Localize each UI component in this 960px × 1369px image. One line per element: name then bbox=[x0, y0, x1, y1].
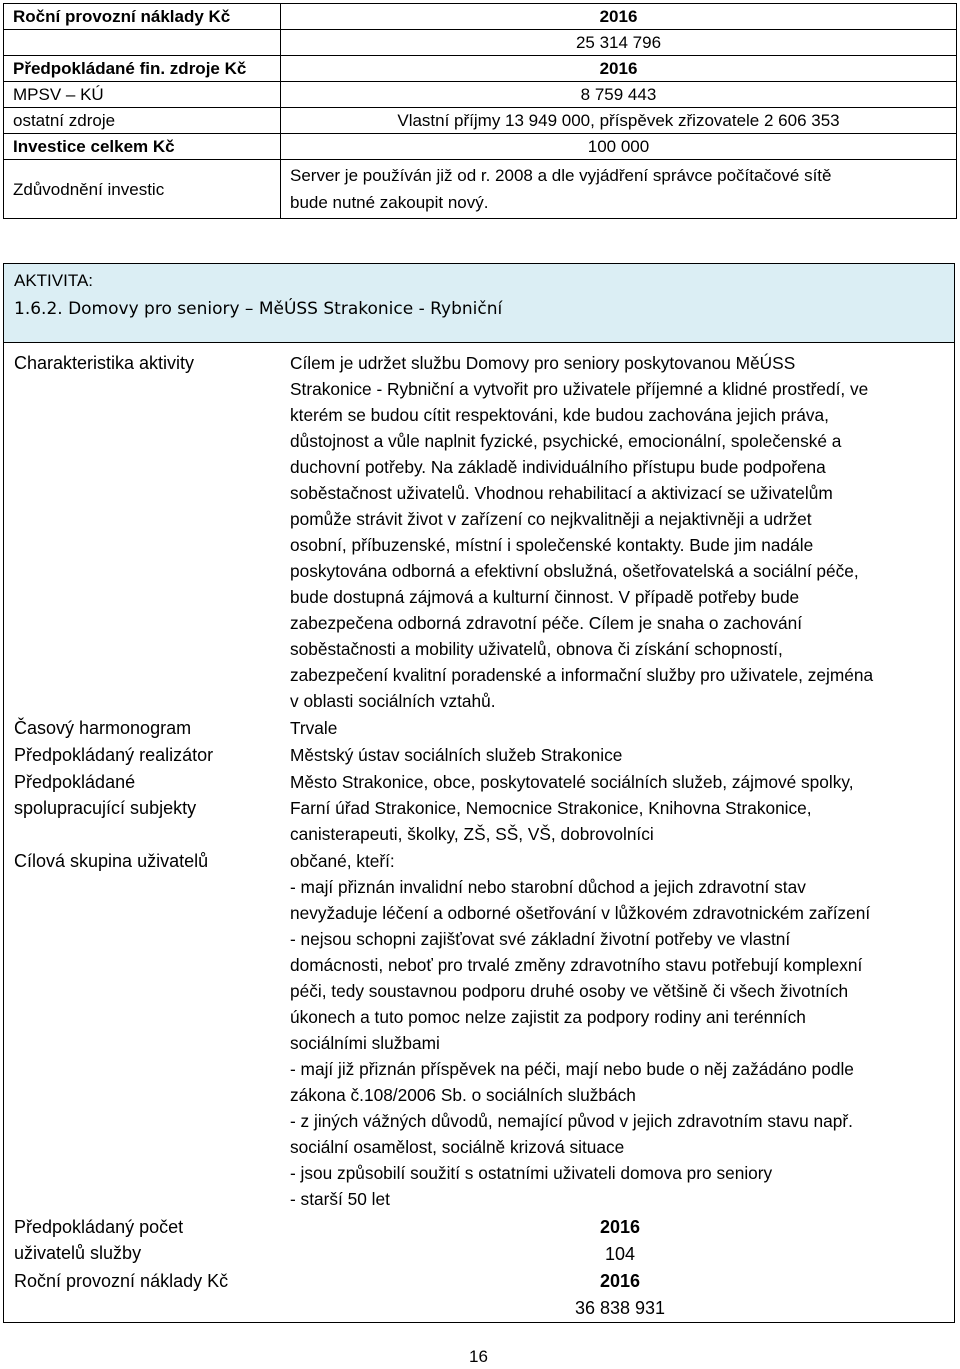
text-line: Cílem je udržet službu Domovy pro seniory poskytovanou MěÚSS bbox=[290, 353, 796, 373]
other-sources-label: ostatní zdroje bbox=[4, 108, 281, 134]
text-line: kterém se budou cítit respektováni, kde budou zachována jejich práva, bbox=[290, 405, 829, 425]
text-line: poskytována odborná a efektivní obslužná, ošetřovatelská a sociální péče, bbox=[290, 561, 859, 581]
users-count-value: 104 bbox=[604, 1244, 636, 1264]
mpsv-label: MPSV – KÚ bbox=[4, 82, 281, 108]
text-line: - starší 50 let bbox=[290, 1189, 390, 1209]
table-row bbox=[4, 56, 957, 82]
investment-value: 100 000 bbox=[281, 134, 957, 160]
text-line: - jsou způsobilí soužití s ostatními uživateli domova pro seniory bbox=[290, 1163, 773, 1183]
text-line: pomůže strávit život v zařízení co nejkvalitněji a nejaktivněji a udržet bbox=[290, 509, 812, 529]
activity-details bbox=[3, 343, 955, 1323]
empty-cell bbox=[4, 30, 281, 56]
text-line: úkonech a tuto pomoc nelze zajistit za podpory rodiny ani terénních bbox=[290, 1007, 806, 1027]
partners-text bbox=[290, 769, 950, 847]
investment-label: Investice celkem Kč bbox=[4, 134, 281, 160]
page-number: 16 bbox=[469, 1347, 488, 1366]
partners-label-line: spolupracující subjekty bbox=[14, 798, 197, 818]
implementer-label: Předpokládaný realizátor bbox=[14, 745, 214, 765]
characteristic-text bbox=[290, 350, 950, 714]
operating-costs-label: Roční provozní náklady Kč bbox=[4, 4, 281, 30]
text-line: canisterapeuti, školky, ZŠ, SŠ, VŠ, dobrovolníci bbox=[290, 824, 654, 844]
text-line: zabezpečení kvalitní poradenské a informační služby pro uživatele, zejména bbox=[290, 665, 874, 685]
text-line: sociální osamělost, sociálně krizová situace bbox=[290, 1137, 625, 1157]
financing-table bbox=[3, 3, 957, 219]
investment-justification-label: Zdůvodnění investic bbox=[4, 160, 281, 219]
annual-costs-year: 2016 bbox=[599, 1271, 641, 1291]
text-line: občané, kteří: bbox=[290, 851, 395, 871]
operating-costs-value: 25 314 796 bbox=[281, 30, 957, 56]
text-line: Strakonice - Rybniční a vytvořit pro uživatele příjemné a klidné prostředí, ve bbox=[290, 379, 869, 399]
schedule-label: Časový harmonogram bbox=[14, 718, 192, 738]
table-row bbox=[4, 82, 957, 108]
text-line: duchovní potřeby. Na základě individuálního přístupu bude podpořena bbox=[290, 457, 826, 477]
text-line: - nejsou schopni zajišťovat své základní životní potřeby ve vlastní bbox=[290, 929, 791, 949]
table-row bbox=[4, 108, 957, 134]
activity-header bbox=[3, 263, 955, 343]
text-line: zabezpečena odborná zdravotní péče. Cílem je snaha o zachování bbox=[290, 613, 803, 633]
users-count-label-line: uživatelů služby bbox=[14, 1243, 142, 1263]
text-line: soběstačnost uživatelů. Vhodnou rehabilitací a aktivizací se uživatelům bbox=[290, 483, 833, 503]
table-row bbox=[4, 160, 957, 219]
text-line: bude dostupná zájmová a kulturní činnost. V případě potřeby bude bbox=[290, 587, 800, 607]
text-line: nevyžaduje léčení a odborné ošetřování v lůžkovém zdravotnickém zařízení bbox=[290, 903, 871, 923]
partners-label bbox=[14, 769, 279, 821]
mpsv-value: 8 759 443 bbox=[281, 82, 957, 108]
text-line: v oblasti sociálních vztahů. bbox=[290, 691, 496, 711]
text-line: sociálními službami bbox=[290, 1033, 440, 1053]
characteristic-label: Charakteristika aktivity bbox=[14, 353, 195, 373]
activity-heading: AKTIVITA: bbox=[14, 271, 94, 290]
text-line: - z jiných vážných důvodů, nemající původ v jejich zdravotním stavu např. bbox=[290, 1111, 853, 1131]
text-line: osobní, příbuzenské, místní i společenské kontakty. Bude jim nadále bbox=[290, 535, 814, 555]
other-sources-value: Vlastní příjmy 13 949 000, příspěvek zřizovatele 2 606 353 bbox=[281, 108, 957, 134]
table-row bbox=[4, 134, 957, 160]
table-row bbox=[4, 4, 957, 30]
funding-sources-year: 2016 bbox=[281, 56, 957, 82]
schedule-value: Trvale bbox=[290, 718, 338, 738]
annual-costs-value: 36 838 931 bbox=[574, 1298, 666, 1318]
justification-line: bude nutné zakoupit nový. bbox=[290, 193, 489, 212]
text-line: domácnosti, neboť pro trvalé změny zdravotního stavu potřebují komplexní bbox=[290, 955, 863, 975]
partners-label-line: Předpokládané bbox=[14, 772, 136, 792]
target-group-text bbox=[290, 848, 950, 1212]
users-count-year: 2016 bbox=[599, 1217, 641, 1237]
investment-justification-value bbox=[281, 160, 957, 219]
text-line: zákona č.108/2006 Sb. o sociálních službách bbox=[290, 1085, 636, 1105]
justification-line: Server je používán již od r. 2008 a dle vyjádření správce počítačové sítě bbox=[290, 166, 832, 185]
text-line: soběstačnosti a mobility uživatelů, obnova či získání schopností, bbox=[290, 639, 783, 659]
users-count-label-line: Předpokládaný počet bbox=[14, 1217, 184, 1237]
users-count-label bbox=[14, 1214, 279, 1266]
operating-costs-year: 2016 bbox=[281, 4, 957, 30]
text-line: Farní úřad Strakonice, Nemocnice Strakonice, Knihovna Strakonice, bbox=[290, 798, 812, 818]
activity-title: 1.6.2. Domovy pro seniory – MěÚSS Strakonice - Rybniční bbox=[14, 299, 503, 319]
text-line: Město Strakonice, obce, poskytovatelé sociálních služeb, zájmové spolky, bbox=[290, 772, 854, 792]
annual-costs-label: Roční provozní náklady Kč bbox=[14, 1271, 229, 1291]
text-line: - mají již přiznán příspěvek na péči, mají nebo bude o něj zažádáno podle bbox=[290, 1059, 854, 1079]
text-line: důstojnost a vůle naplnit fyzické, psychické, emocionální, společenské a bbox=[290, 431, 842, 451]
funding-sources-label: Předpokládané fin. zdroje Kč bbox=[4, 56, 281, 82]
table-row bbox=[4, 30, 957, 56]
target-group-label: Cílová skupina uživatelů bbox=[14, 851, 209, 871]
implementer-value: Městský ústav sociálních služeb Strakonice bbox=[290, 745, 623, 765]
text-line: - mají přiznán invalidní nebo starobní důchod a jejich zdravotní stav bbox=[290, 877, 806, 897]
text-line: péči, tedy soustavnou podporu druhé osoby ve většině či všech životních bbox=[290, 981, 849, 1001]
